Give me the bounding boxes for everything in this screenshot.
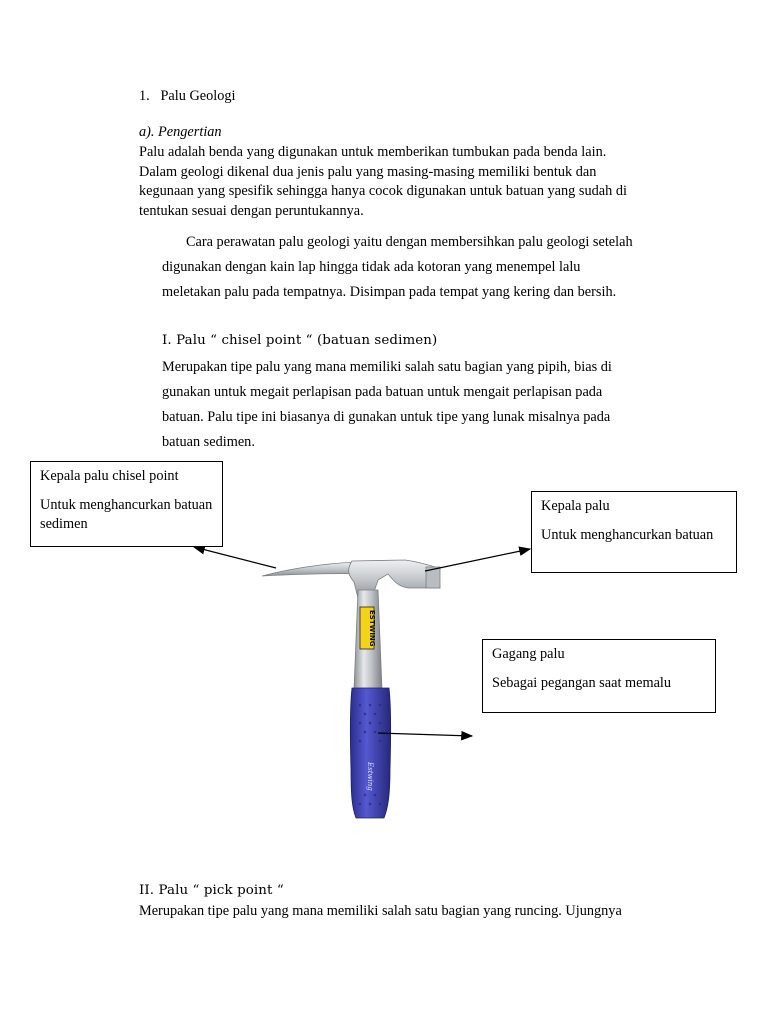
arrow-handle <box>378 733 472 736</box>
pick-heading: II. Palu “ pick point “ <box>139 883 284 898</box>
callout-desc: Sebagai pegangan saat memalu <box>492 675 672 691</box>
callout-handle <box>482 639 716 713</box>
callout-desc: Untuk menghancurkan batuan <box>541 527 714 543</box>
section-title: Palu Geologi <box>160 88 236 104</box>
callout-chisel-head <box>30 461 223 547</box>
pengertian-heading: a). Pengertian <box>139 124 222 140</box>
section-number: 1. <box>139 88 150 104</box>
pengertian-line: tentukan sesuai dengan peruntukannya. <box>139 202 364 219</box>
arrow-chisel-head <box>194 547 276 568</box>
chisel-line: batuan. Palu tipe ini biasanya di gunakan untuk tipe yang lunak misalnya pada <box>162 409 611 425</box>
arrow-head <box>425 549 530 571</box>
pengertian-line: kegunaan yang spesifik sehingga hanya cocok digunakan untuk batuan yang sudah di <box>139 183 627 199</box>
chisel-heading: I. Palu “ chisel point “ (batuan sedimen) <box>162 333 438 348</box>
perawatan-line: digunakan dengan kain lap hingga tidak ada kotoran yang menempel lalu <box>162 259 581 275</box>
callout-title: Kepala palu chisel point <box>40 468 179 484</box>
perawatan-line: Cara perawatan palu geologi yaitu dengan membersihkan palu geologi setelah <box>186 234 633 250</box>
callout-title: Gagang palu <box>492 646 565 662</box>
pick-line: Merupakan tipe palu yang mana memiliki salah satu bagian yang runcing. Ujungnya <box>139 903 622 919</box>
callout-title: Kepala palu <box>541 498 610 514</box>
perawatan-line: meletakan palu pada tempatnya. Disimpan pada tempat yang kering dan bersih. <box>162 284 617 300</box>
callout-head <box>531 491 737 573</box>
chisel-line: gunakan untuk megait perlapisan pada batuan untuk mengait perlapisan pada <box>162 384 603 400</box>
shaft-label-text: ESTWING <box>368 610 376 647</box>
pengertian-line: Dalam geologi dikenal dua jenis palu yang masing-masing memiliki bentuk dan <box>139 163 597 180</box>
callout-desc: Untuk menghancurkan batuan sedimen <box>40 497 213 532</box>
grip-label-text: Estwing <box>366 762 374 791</box>
pengertian-line: Palu adalah benda yang digunakan untuk memberikan tumbukan pada benda lain. <box>139 144 607 160</box>
chisel-line: batuan sedimen. <box>162 434 255 450</box>
chisel-line: Merupakan tipe palu yang mana memiliki salah satu bagian yang pipih, bias di <box>162 359 612 375</box>
hammer-grip <box>350 688 390 818</box>
